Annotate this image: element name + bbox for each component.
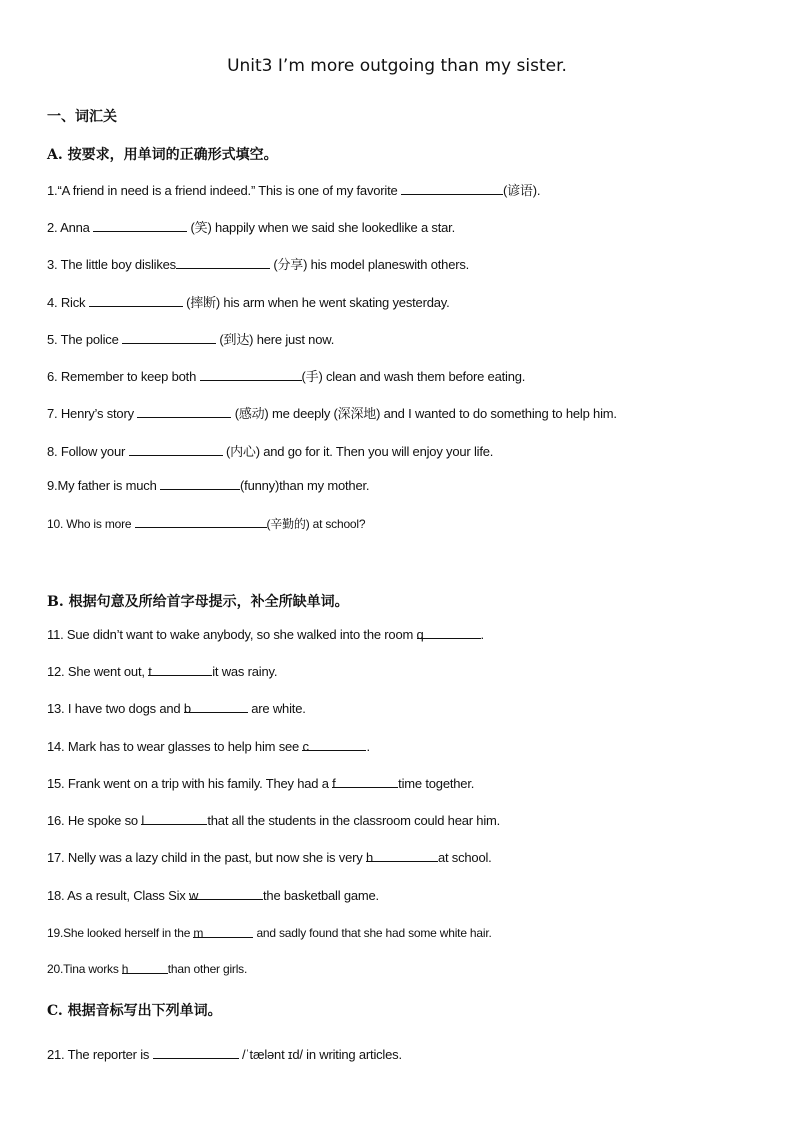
question-14 <box>47 739 370 754</box>
question-11 <box>47 627 484 642</box>
question-hint: (funny)than my mother. <box>240 478 370 493</box>
question-8 <box>47 441 493 460</box>
question-7 <box>47 403 617 422</box>
initial-letter: t <box>148 664 152 679</box>
initial-letter: f <box>332 776 336 791</box>
question-text: 1.“A friend in need is a friend indeed.” This is one of my favorite <box>47 183 401 198</box>
question-hint: (分享) his model planeswith others. <box>269 257 470 272</box>
question-text-end: at school. <box>437 850 492 865</box>
question-hint: (内心) and go for it. Then you will enjoy your life. <box>222 444 494 459</box>
answer-blank[interactable] <box>160 478 240 490</box>
question-hint: (到达) here just now. <box>216 332 335 347</box>
question-text: 2. Anna <box>47 220 94 235</box>
question-text-end: . <box>366 739 370 754</box>
initial-letter: w <box>189 888 199 903</box>
answer-blank[interactable] <box>137 406 231 418</box>
initial-letter: h <box>365 850 373 865</box>
answer-blank[interactable] <box>365 850 438 865</box>
question-1 <box>47 180 540 199</box>
question-hint: /ˈtælənt ɪd/ in writing articles. <box>238 1047 402 1062</box>
question-12 <box>47 664 277 679</box>
initial-letter: h <box>121 962 129 976</box>
question-text: 6. Remember to keep both <box>47 369 200 384</box>
question-text: 18. As a result, Class Six <box>47 888 189 903</box>
question-text: 19.She looked herself in the <box>47 926 194 940</box>
question-text-end: time together. <box>398 776 475 791</box>
question-text: 17. Nelly was a lazy child in the past, but now she is very <box>47 850 366 865</box>
answer-blank[interactable] <box>141 813 207 828</box>
question-text: 5. The police <box>47 332 123 347</box>
question-19 <box>47 926 492 940</box>
answer-blank[interactable] <box>200 369 302 381</box>
answer-blank[interactable] <box>189 888 263 903</box>
question-text: 16. He spoke so <box>47 813 142 828</box>
question-text: 4. Rick <box>47 295 89 310</box>
question-text-end: the basketball game. <box>263 888 379 903</box>
question-21 <box>47 1047 402 1062</box>
answer-blank[interactable] <box>93 220 187 232</box>
answer-blank[interactable] <box>129 444 223 456</box>
answer-blank[interactable] <box>153 1047 239 1059</box>
question-text: 3. The little boy dislikes <box>47 257 176 272</box>
answer-blank[interactable] <box>176 257 270 269</box>
question-9 <box>47 478 369 493</box>
question-20 <box>47 962 247 976</box>
question-16 <box>47 813 500 828</box>
question-13 <box>47 701 306 716</box>
question-text: 12. She went out, <box>47 664 149 679</box>
question-text: 10. Who is more <box>47 517 135 531</box>
part-b-heading: B. 根据句意及所给首字母提示，补全所缺单词。 <box>47 594 349 610</box>
section-heading-vocabulary: 一、词汇关 <box>47 109 117 125</box>
answer-blank[interactable] <box>135 516 267 528</box>
question-hint: (感动) me deeply (深深地) and I wanted to do something to help him. <box>231 406 617 421</box>
question-hint: (摔断) his arm when he went skating yesterday. <box>182 295 450 310</box>
page-title: Unit3 I’m more outgoing than my sister. <box>227 56 567 76</box>
part-a-heading: A. 按要求，用单词的正确形式填空。 <box>47 147 278 163</box>
question-17 <box>47 850 492 865</box>
answer-blank[interactable] <box>148 664 212 679</box>
question-text: 13. I have two dogs and <box>47 701 184 716</box>
question-10 <box>47 515 365 532</box>
question-text-end: are white. <box>247 701 306 716</box>
answer-blank[interactable] <box>416 627 481 642</box>
initial-letter: m <box>193 926 204 940</box>
question-text: 20.Tina works <box>47 962 122 976</box>
question-text: 11. Sue didn’t want to wake anybody, so she walked into the room <box>47 627 417 642</box>
question-15 <box>47 776 474 791</box>
answer-blank[interactable] <box>183 701 248 716</box>
answer-blank[interactable] <box>401 183 503 195</box>
question-hint: (谚语). <box>502 183 541 198</box>
part-c-heading: C. 根据音标写出下列单词。 <box>47 1003 222 1019</box>
initial-letter: c <box>302 739 309 754</box>
question-text-end: than other girls. <box>167 962 248 976</box>
question-text: 21. The reporter is <box>47 1047 153 1062</box>
question-2 <box>47 217 455 236</box>
question-3 <box>47 254 469 273</box>
question-text-end: and sadly found that she had some white hair. <box>253 926 492 940</box>
answer-blank[interactable] <box>302 739 366 754</box>
answer-blank[interactable] <box>122 332 216 344</box>
answer-blank[interactable] <box>89 295 183 307</box>
question-hint: (手) clean and wash them before eating. <box>301 369 526 384</box>
question-text: 15. Frank went on a trip with his family. They had a <box>47 776 333 791</box>
question-text-end: it was rainy. <box>212 664 278 679</box>
initial-letter: l <box>141 813 145 828</box>
initial-letter: q <box>416 627 424 642</box>
question-18 <box>47 888 379 903</box>
question-5 <box>47 329 334 348</box>
question-text: 14. Mark has to wear glasses to help him see <box>47 739 303 754</box>
question-4 <box>47 292 450 311</box>
initial-letter: b <box>183 701 191 716</box>
question-text-end: that all the students in the classroom could hear him. <box>207 813 501 828</box>
question-text: 9.My father is much <box>47 478 161 493</box>
answer-blank[interactable] <box>332 776 398 791</box>
question-text-end: . <box>480 627 484 642</box>
answer-blank[interactable] <box>193 926 253 938</box>
question-text: 7. Henry’s story <box>47 406 138 421</box>
question-hint: (辛勤的) at school? <box>266 517 366 531</box>
question-6 <box>47 366 525 385</box>
answer-blank[interactable] <box>122 962 168 974</box>
question-text: 8. Follow your <box>47 444 129 459</box>
question-hint: (笑) happily when we said she lookedlike a star. <box>187 220 455 235</box>
